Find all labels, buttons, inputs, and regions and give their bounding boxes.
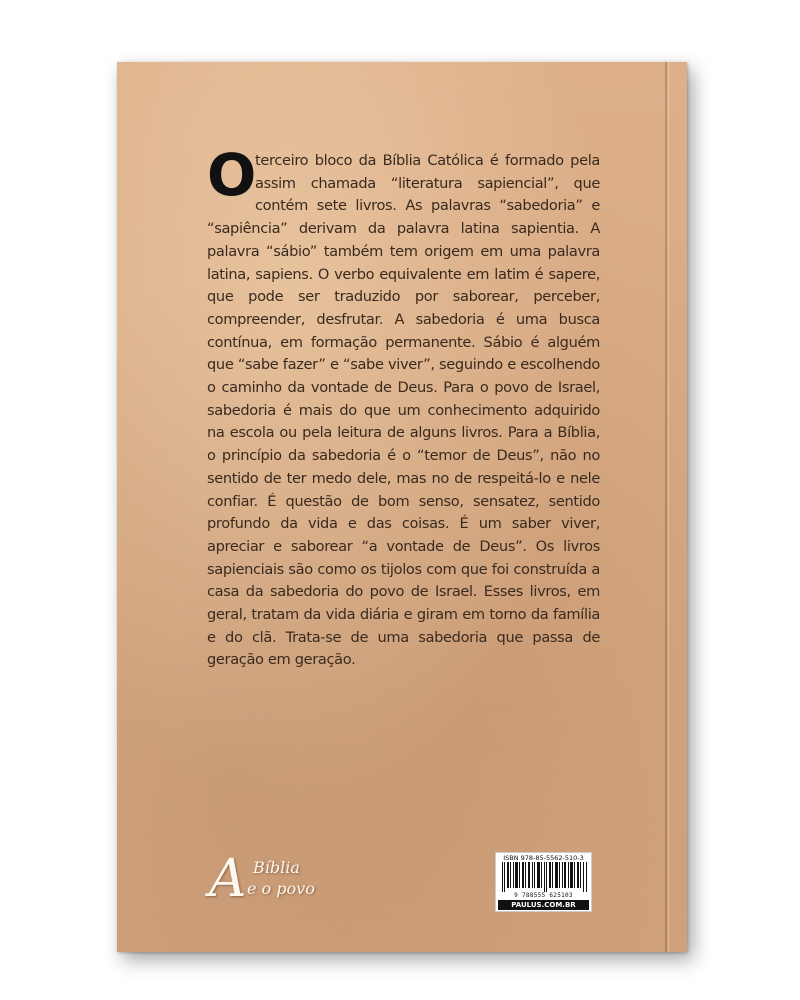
synopsis-text	[207, 141, 600, 672]
logo-line-biblia: Bíblia	[253, 858, 300, 877]
publisher-site: PAULUS.COM.BR	[498, 900, 589, 910]
book-back-cover	[117, 62, 687, 952]
logo-big-letter: A	[209, 849, 247, 909]
barcode-label	[495, 852, 592, 912]
synopsis-paragraph: terceiro bloco da Bíblia Católica é formado pela assim chamada “literatura sapiencial”, que contém sete livros. As palavras “sabedoria” e “sapiência” derivam da palavra latina sapientia. A palavra “sábio” também tem origem em uma palavra latina, sapiens. O verbo equivalente em latim é sapere, que pode ser traduzido por saborear, perceber, compreender, desfrutar. A sabedoria é uma busca contínua, em formação permanente. Sábio é alguém que “sabe fazer” e “sabe viver”, seguindo e escolhendo o caminho da vontade de Deus. Para o povo de Israel, sabedoria é mais do que um conhecimento adquirido na escola ou pela leitura de alguns livros. Para a Bíblia, o princípio da sabedoria é o “temor de Deus”, não no sentido de ter medo dele, mas no de respeitá-lo e nele confiar. É questão de bom senso, sensatez, sentido profundo da vida e das coisas. É um saber viver, apreciar e saborear “a vontade de Deus”. Os livros sapienciais são como os tijolos com que foi construída a casa da sabedoria do povo de Israel. Esses livros, em geral, tratam da vida diária e giram em torno da família e do clã. Trata-se de uma sabedoria que passa de geração em geração.	[207, 152, 600, 669]
barcode-icon	[502, 862, 588, 892]
spine-fold-line	[665, 62, 667, 952]
series-logo	[209, 849, 349, 912]
logo-line-e-o-povo: e o povo	[247, 879, 315, 898]
isbn-text: ISBN 978-85-5562-510-3	[503, 854, 584, 862]
barcode-number: 9 788555 625103	[514, 892, 573, 899]
spine-highlight	[668, 62, 669, 952]
drop-cap: O	[207, 141, 256, 209]
